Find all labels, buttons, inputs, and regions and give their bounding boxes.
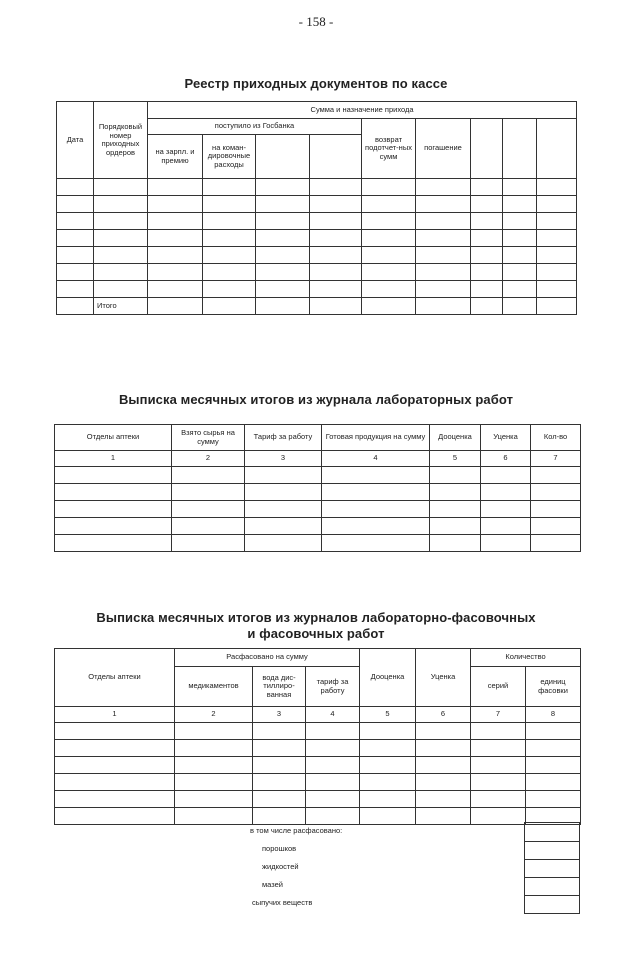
table-row [55,723,581,740]
table-row [55,757,581,774]
bulk-substances-label: сыпучих веществ [252,898,313,907]
received-from-bank-header: поступило из Госбанка [148,119,362,135]
column-number: 8 [526,707,581,723]
raw-material-header: Взято сырья на сумму [172,425,245,451]
packing-units-header: единиц фасовки [526,667,581,707]
table-row [57,281,577,298]
revaluation-header: Дооценка [360,649,416,707]
table-row [55,484,581,501]
powders-label: порошков [262,844,297,853]
column-number: 7 [471,707,526,723]
page-number: - 158 - [298,14,334,29]
column-numbers-row [55,451,581,467]
table-row [55,501,581,518]
packing-works-table [54,648,581,825]
table-row [57,179,577,196]
markdown-header: Уценка [416,649,471,707]
column-number: 7 [531,451,581,467]
quantity-header: Кол-во [531,425,581,451]
column-number: 2 [175,707,253,723]
table-row [55,740,581,757]
table-row [55,535,581,552]
table-row [57,213,577,230]
medicines-header: медикаментов [175,667,253,707]
column-number: 3 [245,451,322,467]
lab-works-title: Выписка месячных итогов из журнала лабораторных работ [118,392,514,407]
table-row [57,196,577,213]
series-header: серий [471,667,526,707]
units-side-column [524,822,580,914]
table-row [57,264,577,281]
column-number: 4 [322,451,430,467]
table-row [55,791,581,808]
including-packed-label: в том числе расфасовано: [250,826,343,835]
return-accountable-header: возврат подотчет-ных сумм [362,119,416,179]
column-number: 5 [360,707,416,723]
ointments-label: мазей [262,880,283,889]
table-row [55,518,581,535]
cash-register-table [56,101,577,315]
travel-expenses-header: на коман-дировочные расходы [203,135,256,179]
packing-works-title-line2: и фасовочных работ [247,626,385,641]
column-number: 3 [253,707,306,723]
table-row [57,230,577,247]
packed-amount-header: Расфасовано на сумму [175,649,360,667]
table-row [55,774,581,791]
register-title: Реестр приходных документов по кассе [184,76,448,91]
repayment-header: погашение [416,119,471,179]
revaluation-header: Дооценка [430,425,481,451]
liquids-label: жидкостей [262,862,299,871]
column-numbers-row [55,707,581,723]
column-number: 5 [430,451,481,467]
salary-header: на зарпл. и премию [148,135,203,179]
total-row [57,298,577,315]
lab-works-table [54,424,581,552]
markdown-header: Уценка [481,425,531,451]
column-number: 1 [55,707,175,723]
table-row [55,467,581,484]
column-number: 1 [55,451,172,467]
table-row [57,247,577,264]
column-number: 2 [172,451,245,467]
sum-purpose-header: Сумма и назначение прихода [148,102,577,119]
finished-products-header: Готовая продукция на сумму [322,425,430,451]
total-label: Итого [94,298,148,315]
order-number-header: Порядковый номер приходных ордеров [94,102,148,179]
column-number: 6 [481,451,531,467]
column-number: 4 [306,707,360,723]
work-tariff-header: Тариф за работу [245,425,322,451]
date-header: Дата [57,102,94,179]
packing-works-title-line1: Выписка месячных итогов из журналов лабораторно-фасовочных [96,610,536,625]
departments-header: Отделы аптеки [55,649,175,707]
work-tariff-header: тариф за работу [306,667,360,707]
table-row [55,808,581,825]
departments-header: Отделы аптеки [55,425,172,451]
column-number: 6 [416,707,471,723]
distilled-water-header: вода дис-тиллиро-ванная [253,667,306,707]
quantity-header: Количество [471,649,581,667]
